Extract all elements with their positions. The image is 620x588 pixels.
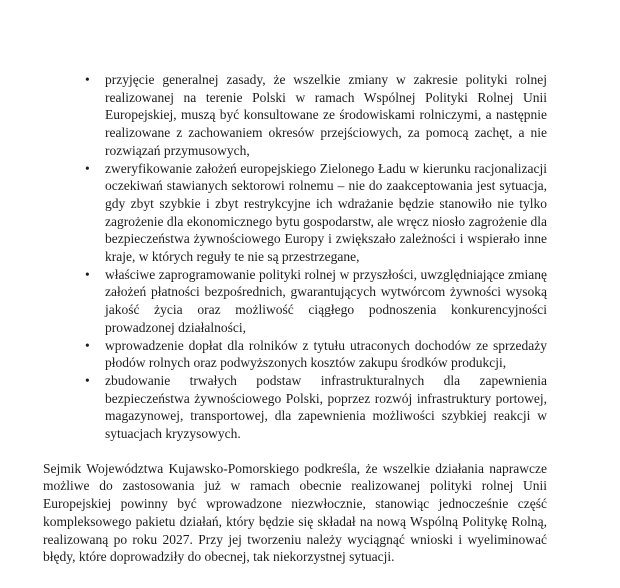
bullet-text: wprowadzenie dopłat dla rolników z tytułu utraconych dochodów ze sprzedaży płodów rolnych oraz podwyższonych kosztów zakupu środków produkcji, <box>105 337 547 371</box>
bullet-dot-icon: • <box>85 160 90 176</box>
bullet-item <box>43 337 547 372</box>
bullet-text: przyjęcie generalnej zasady, że wszelkie zmiany w zakresie polityki rolnej realizowanej na terenie Polski w ramach Wspólnej Polityki Rolnej Unii Europejskiej, muszą być konsultowane ze środowiskami rolniczymi, a następnie realizowane z zachowaniem okresów przejściowych, za pomocą zachęt, a nie rozwiązań przymusowych, <box>105 72 547 158</box>
bullet-item <box>43 160 547 266</box>
bullet-text: zbudowanie trwałych podstaw infrastrukturalnych dla zapewnienia bezpieczeństwa żywnościowego Polski, poprzez rozwój infrastruktury portowej, magazynowej, transportowej, dla zapewnienia możliwości szybkiej reakcji w sytuacjach kryzysowych. <box>105 372 547 442</box>
bullet-text: zweryfikowanie założeń europejskiego Zielonego Ładu w kierunku racjonalizacji oczekiwań stawianych sektorowi rolnemu – nie do zaakceptowania jest sytuacja, gdy zbyt szybkie i zbyt restrykcyjne ich wdrażanie będzie stanowiło nie tylko zagrożenie dla ekonomicznego bytu gospodarstw, ale wręcz niosło zagrożenie dla bezpieczeństwa żywnościowego Europy i zwiększało zależności i wspierało inne kraje, w których reguły te nie są przestrzegane, <box>105 160 547 265</box>
bullet-item <box>43 266 547 337</box>
bullet-dot-icon: • <box>85 72 90 87</box>
bullet-dot-icon: • <box>85 372 90 388</box>
bullet-text: właściwe zaprogramowanie polityki rolnej w przyszłości, uwzględniające zmianę założeń płatności bezpośrednich, gwarantujących wytwórcom żywności wysoką jakość życia oraz możliwość ciągłego podnoszenia konkurencyjności prowadzonej działalności, <box>105 266 547 335</box>
bullet-item <box>43 372 547 443</box>
closing-paragraph: Sejmik Województwa Kujawsko-Pomorskiego podkreśla, że wszelkie działania naprawcze możliwe do zastosowania już w ramach obecnie realizowanej polityki rolnej Unii Europejskiej powinny być wprowadzone niezwłocznie, stanowiąc jednocześnie część kompleksowego pakietu działań, który będzie się składał na nową Wspólną Politykę Rolną, realizowaną po roku 2027. Przy jej tworzeniu należy wyciągnąć wnioski i wyeliminować błędy, które doprowadziły do obecnej, tak niekorzystnej sytuacji. <box>43 460 547 565</box>
bullet-list <box>43 71 547 443</box>
bullet-dot-icon: • <box>85 266 90 282</box>
bullet-item <box>43 71 547 160</box>
bullet-dot-icon: • <box>85 337 90 353</box>
